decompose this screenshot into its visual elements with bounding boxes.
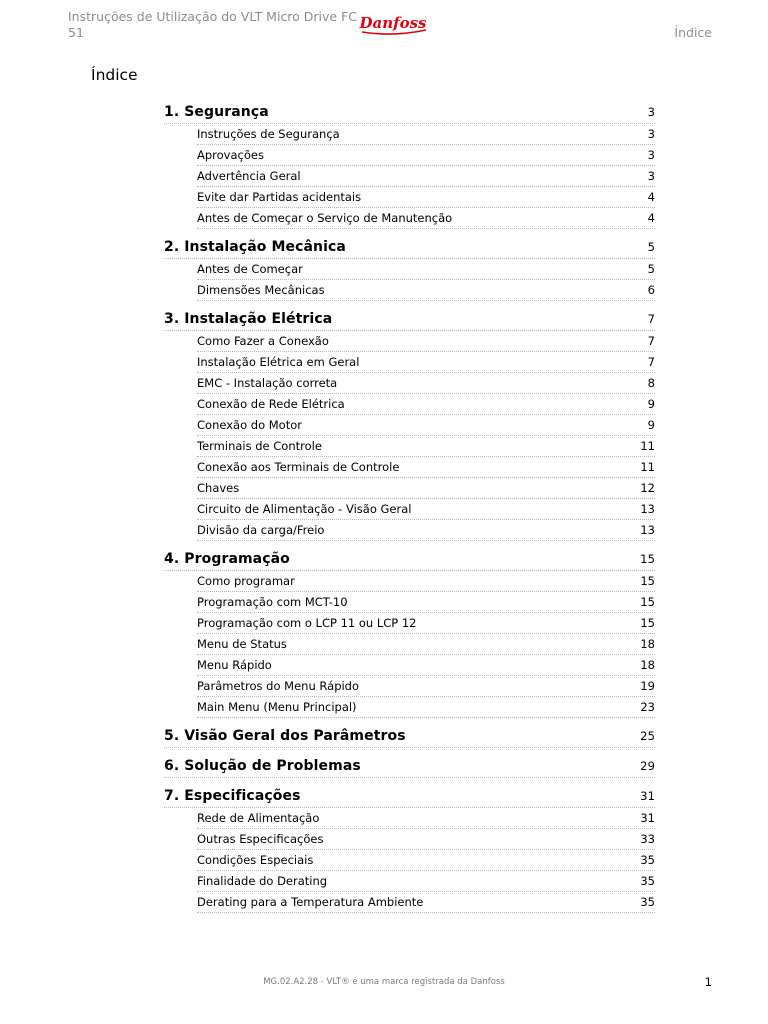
toc-section-entry[interactable] [164,755,655,778]
toc-section-entry[interactable] [164,308,655,331]
toc-item-entry[interactable] [197,436,655,457]
toc-item-entry[interactable] [197,124,655,145]
toc-item-entry[interactable] [197,457,655,478]
toc-item-entry[interactable] [197,208,655,229]
toc-item-label: Circuito de Alimentação - Visão Geral [197,502,412,516]
toc-item-label: Parâmetros do Menu Rápido [197,679,360,693]
toc-section-title: 6. Solução de Problemas [164,758,361,774]
toc-item-entry[interactable] [197,415,655,436]
toc-item-page: 12 [640,481,655,495]
toc-section-title: 1. Segurança [164,104,269,120]
toc-item-entry[interactable] [197,613,655,634]
document-title: Instruções de Utilização do VLT Micro Drive FC 51 [68,9,358,40]
toc-section-title: 2. Instalação Mecânica [164,239,346,255]
toc-item-page: 13 [640,502,655,516]
toc-item-entry[interactable] [197,499,655,520]
toc-item-page: 35 [640,895,655,909]
toc-item-label: Derating para a Temperatura Ambiente [197,895,424,909]
danfoss-logo-text: Danfoss [359,14,427,32]
toc-section-page: 15 [640,552,655,566]
toc-item-entry[interactable] [197,394,655,415]
toc-section-page: 3 [647,105,655,119]
toc-item-label: Chaves [197,481,240,495]
toc-section [164,236,655,301]
danfoss-logo [356,11,430,39]
toc-section-title: 3. Instalação Elétrica [164,311,333,327]
toc-item-page: 6 [647,283,655,297]
toc-item-label: Conexão aos Terminais de Controle [197,460,400,474]
toc-item-label: Outras Especificações [197,832,324,846]
toc-section-title: 7. Especificações [164,788,301,804]
toc-section-entry[interactable] [164,101,655,124]
header-section-label: Índice [674,25,712,40]
table-of-contents [164,101,655,920]
toc-item-page: 15 [640,616,655,630]
toc-section [164,548,655,718]
toc-item-page: 15 [640,595,655,609]
toc-item-label: Terminais de Controle [197,439,322,453]
toc-item-page: 3 [647,127,655,141]
toc-item-entry[interactable] [197,808,655,829]
toc-item-entry[interactable] [197,280,655,301]
toc-section-title: 5. Visão Geral dos Parâmetros [164,728,406,744]
toc-item-entry[interactable] [197,892,655,913]
toc-section [164,308,655,541]
toc-item-entry[interactable] [197,373,655,394]
toc-item-label: Finalidade do Derating [197,874,328,888]
toc-item-label: Instruções de Segurança [197,127,340,141]
toc-section-entry[interactable] [164,236,655,259]
toc-section-entry[interactable] [164,785,655,808]
toc-item-entry[interactable] [197,259,655,280]
toc-item-page: 5 [647,262,655,276]
toc-item-page: 11 [640,439,655,453]
toc-item-entry[interactable] [197,655,655,676]
toc-section-entry[interactable] [164,725,655,748]
toc-item-entry[interactable] [197,478,655,499]
toc-item-page: 9 [647,397,655,411]
toc-item-label: Conexão de Rede Elétrica [197,397,345,411]
toc-item-page: 8 [647,376,655,390]
toc-item-label: Menu de Status [197,637,287,651]
toc-item-label: Como programar [197,574,295,588]
toc-item-label: Condições Especiais [197,853,314,867]
toc-item-page: 13 [640,523,655,537]
toc-item-label: Advertência Geral [197,169,301,183]
toc-item-label: Dimensões Mecânicas [197,283,325,297]
toc-item-page: 35 [640,853,655,867]
toc-item-label: Divisão da carga/Freio [197,523,325,537]
toc-item-entry[interactable] [197,592,655,613]
toc-item-page: 31 [640,811,655,825]
toc-section-page: 31 [640,789,655,803]
toc-item-page: 18 [640,637,655,651]
toc-item-entry[interactable] [197,871,655,892]
toc-section-page: 7 [647,312,655,326]
toc-item-label: Programação com MCT-10 [197,595,348,609]
toc-item-entry[interactable] [197,331,655,352]
toc-item-label: Menu Rápido [197,658,272,672]
toc-item-entry[interactable] [197,187,655,208]
toc-item-label: Antes de Começar o Serviço de Manutenção [197,211,453,225]
toc-item-page: 3 [647,169,655,183]
toc-title: Índice [91,66,138,84]
toc-item-page: 15 [640,574,655,588]
toc-item-page: 9 [647,418,655,432]
toc-section [164,785,655,913]
toc-item-entry[interactable] [197,634,655,655]
toc-item-label: Evite dar Partidas acidentais [197,190,362,204]
toc-section-title: 4. Programação [164,551,290,567]
toc-item-label: EMC - Instalação correta [197,376,338,390]
toc-section-entry[interactable] [164,548,655,571]
toc-item-page: 3 [647,148,655,162]
toc-item-page: 7 [647,355,655,369]
toc-section-page: 25 [640,729,655,743]
toc-item-page: 35 [640,874,655,888]
toc-item-page: 18 [640,658,655,672]
toc-item-entry[interactable] [197,829,655,850]
toc-item-label: Conexão do Motor [197,418,302,432]
toc-item-page: 11 [640,460,655,474]
toc-item-label: Antes de Começar [197,262,303,276]
page-number: 1 [704,975,712,989]
toc-section [164,725,655,748]
toc-item-page: 33 [640,832,655,846]
toc-item-entry[interactable] [197,571,655,592]
toc-item-page: 19 [640,679,655,693]
toc-section [164,101,655,229]
toc-item-entry[interactable] [197,145,655,166]
toc-item-label: Instalação Elétrica em Geral [197,355,360,369]
toc-item-page: 7 [647,334,655,348]
toc-item-page: 4 [647,190,655,204]
toc-section-page: 29 [640,759,655,773]
toc-item-entry[interactable] [197,520,655,541]
toc-item-page: 23 [640,700,655,714]
toc-item-entry[interactable] [197,352,655,373]
toc-item-entry[interactable] [197,166,655,187]
toc-item-label: Main Menu (Menu Principal) [197,700,357,714]
toc-item-entry[interactable] [197,697,655,718]
footer-text: MG.02.A2.28 - VLT® é uma marca registrada da Danfoss [263,977,505,987]
toc-item-entry[interactable] [197,676,655,697]
toc-section [164,755,655,778]
toc-item-label: Programação com o LCP 11 ou LCP 12 [197,616,417,630]
toc-item-label: Como Fazer a Conexão [197,334,329,348]
toc-item-label: Aprovações [197,148,264,162]
toc-item-entry[interactable] [197,850,655,871]
toc-item-page: 4 [647,211,655,225]
toc-section-page: 5 [647,240,655,254]
toc-item-label: Rede de Alimentação [197,811,320,825]
